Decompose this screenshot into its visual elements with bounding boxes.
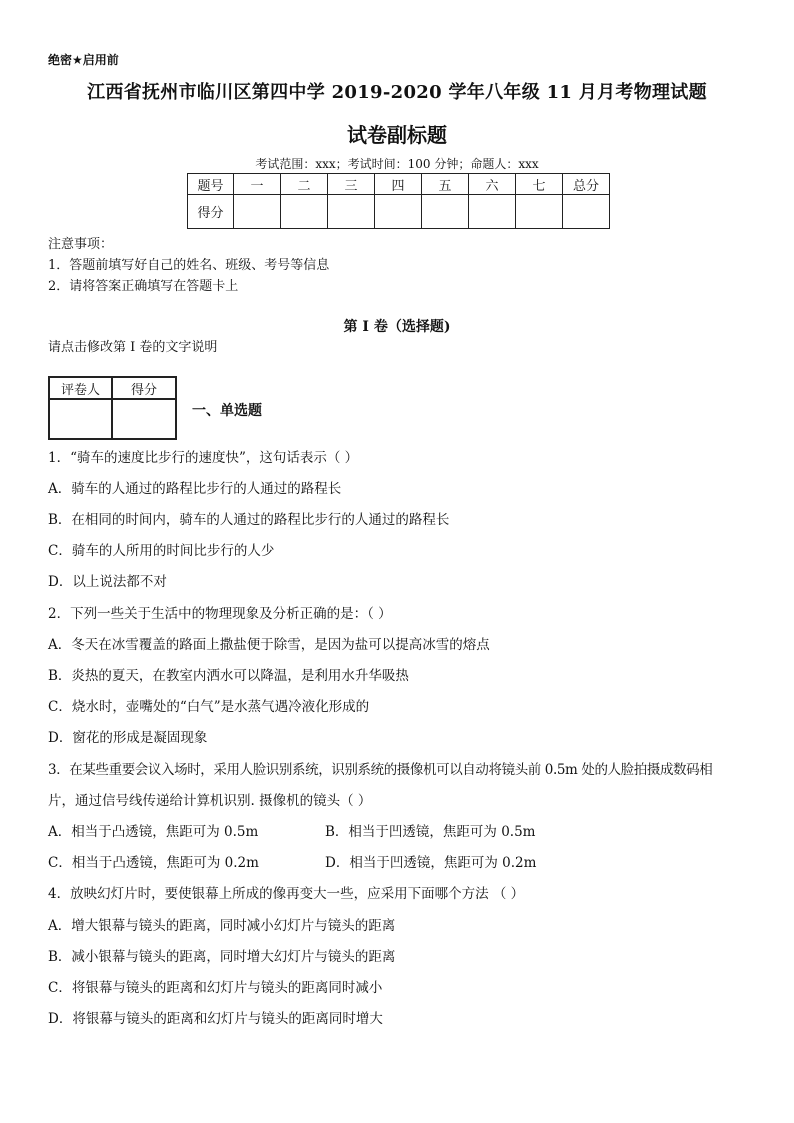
score-table-col-1: 一: [234, 174, 281, 195]
score-cell: [234, 195, 281, 229]
question-3-stem-line1: 3．在某些重要会议入场时，采用人脸识别系统，识别系统的摄像机可以自动将镜头前 0.5m 处的人脸拍摄成数码相: [48, 762, 713, 778]
question-4-stem: 4．放映幻灯片时，要使银幕上所成的像再变大一些，应采用下面哪个方法 （ ）: [48, 886, 525, 902]
score-table-header-label: 题号: [188, 174, 234, 195]
score-table-col-7: 七: [516, 174, 563, 195]
grader-cell: [49, 399, 112, 439]
score-table-col-3: 三: [328, 174, 375, 195]
note-item: 1．答题前填写好自己的姓名、班级、考号等信息: [48, 258, 330, 273]
question-3-option-a: A．相当于凸透镜，焦距可为 0.5m: [48, 824, 259, 840]
score-cell: [375, 195, 422, 229]
score-cell: [328, 195, 375, 229]
score-cell: [422, 195, 469, 229]
question-4-option-c: C．将银幕与镜头的距离和幻灯片与镜头的距离同时减小: [48, 980, 383, 996]
exam-info: 考试范围：xxx；考试时间：100 分钟；命题人：xxx: [255, 157, 539, 171]
section-title: 一、单选题: [192, 403, 262, 419]
exam-subtitle: 试卷副标题: [347, 123, 447, 147]
grader-score-cell: [112, 399, 176, 439]
notes-heading: 注意事项：: [48, 237, 114, 252]
secret-mark: 绝密★启用前: [48, 53, 119, 67]
question-1-option-d: D．以上说法都不对: [48, 574, 167, 590]
grader-label: 评卷人: [49, 377, 112, 399]
question-2-option-c: C．烧水时，壶嘴处的“白气”是水蒸气遇冷液化形成的: [48, 699, 370, 715]
part-title: 第 I 卷（选择题): [343, 319, 451, 335]
question-2-option-d: D．窗花的形成是凝固现象: [48, 730, 208, 746]
score-cell: [281, 195, 328, 229]
score-table-row-label: 得分: [188, 195, 234, 229]
question-3-option-b: B．相当于凹透镜，焦距可为 0.5m: [325, 824, 536, 840]
notes: [48, 234, 329, 297]
question-3-stem-line2: 片，通过信号线传递给计算机识别. 摄像机的镜头（ ）: [48, 793, 372, 809]
score-table-col-2: 二: [281, 174, 328, 195]
score-cell: [516, 195, 563, 229]
question-1-option-a: A．骑车的人通过的路程比步行的人通过的路程长: [48, 481, 342, 497]
part-description: 请点击修改第 I 卷的文字说明: [48, 340, 218, 355]
question-4-option-d: D．将银幕与镜头的距离和幻灯片与镜头的距离同时增大: [48, 1011, 383, 1027]
note-item: 2．请将答案正确填写在答题卡上: [48, 279, 239, 294]
grader-table: [48, 376, 177, 440]
question-3-option-c: C．相当于凸透镜，焦距可为 0.2m: [48, 855, 259, 871]
question-3-option-d: D．相当于凹透镜，焦距可为 0.2m: [325, 855, 537, 871]
score-cell: [563, 195, 610, 229]
score-cell: [469, 195, 516, 229]
score-table-col-6: 六: [469, 174, 516, 195]
score-table: [187, 173, 610, 229]
question-2-option-b: B．炎热的夏天，在教室内洒水可以降温，是利用水升华吸热: [48, 668, 409, 684]
question-1-stem: 1．“骑车的速度比步行的速度快”，这句话表示（ ）: [48, 450, 359, 466]
question-1-option-c: C．骑车的人所用的时间比步行的人少: [48, 543, 275, 559]
question-2-option-a: A．冬天在冰雪覆盖的路面上撒盐便于除雪，是因为盐可以提高冰雪的熔点: [48, 637, 490, 653]
exam-title: 江西省抚州市临川区第四中学 2019-2020 学年八年级 11 月月考物理试题: [87, 82, 707, 103]
question-1-option-b: B．在相同的时间内，骑车的人通过的路程比步行的人通过的路程长: [48, 512, 450, 528]
score-table-col-5: 五: [422, 174, 469, 195]
score-table-col-4: 四: [375, 174, 422, 195]
score-table-col-total: 总分: [563, 174, 610, 195]
question-4-option-a: A．增大银幕与镜头的距离，同时减小幻灯片与镜头的距离: [48, 918, 396, 934]
question-2-stem: 2．下列一些关于生活中的物理现象及分析正确的是：（ ）: [48, 606, 392, 622]
question-4-option-b: B．减小银幕与镜头的距离，同时增大幻灯片与镜头的距离: [48, 949, 396, 965]
grader-score-label: 得分: [112, 377, 176, 399]
